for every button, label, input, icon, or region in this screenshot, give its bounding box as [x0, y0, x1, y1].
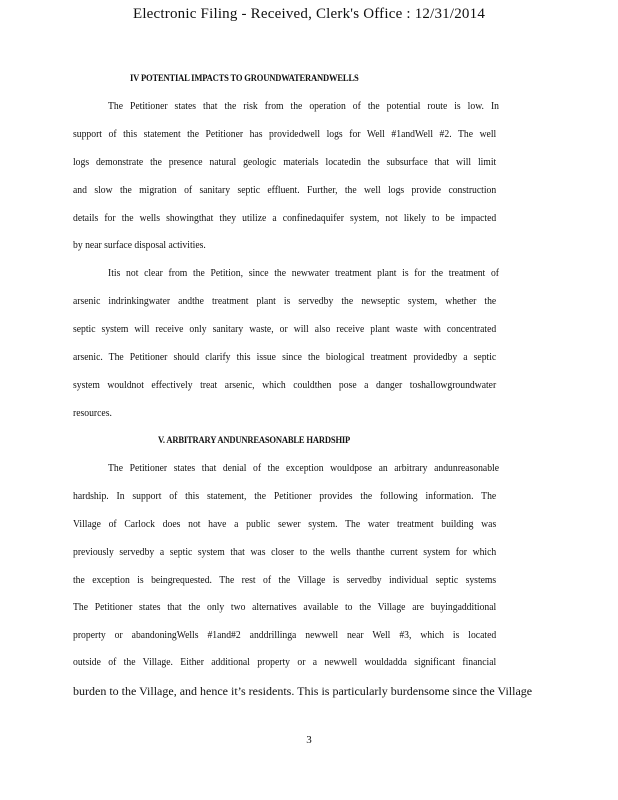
body-text-line: arsenic indrinkingwater andthe treatment plant is servedby the newseptic system, whether the	[73, 296, 497, 307]
body-text-line: details for the wells showingthat they utilize a confinedaquifer system, not likely to be impacted	[73, 213, 497, 224]
body-text-line: burden to the Village, and hence it’s residents. This is particularly burdensome since the Village	[73, 684, 533, 698]
body-text-line: The Petitioner states that the only two alternatives available to the Village are buyingadditional	[73, 602, 497, 613]
body-text-line: septic system will receive only sanitary waste, or will also receive plant waste with concentrated	[73, 324, 497, 335]
body-text-line: system wouldnot effectively treat arsenic, which couldthen pose a danger toshallowgroundwater	[73, 380, 497, 391]
body-text-line: hardship. In support of this statement, the Petitioner provides the following information. The	[73, 491, 497, 502]
body-text-line: The Petitioner states that the risk from the operation of the potential route is low. In	[108, 101, 499, 112]
filing-header: Electronic Filing - Received, Clerk's Office : 12/31/2014	[132, 6, 486, 22]
body-text-line: Village of Carlock does not have a public sewer system. The water treatment building was	[73, 519, 497, 530]
body-text-line: Itis not clear from the Petition, since the newwater treatment plant is for the treatment of	[108, 268, 499, 279]
body-text-line: by near surface disposal activities.	[73, 240, 206, 251]
section-4-heading: IV POTENTIAL IMPACTS TO GROUNDWATERANDWELLS	[130, 74, 359, 84]
body-text-line: support of this statement the Petitioner has providedwell logs for Well #1andWell #2. The well	[73, 129, 497, 140]
body-text-line: logs demonstrate the presence natural geologic materials locatedin the subsurface that will limit	[73, 157, 497, 168]
page-number: 3	[306, 734, 312, 746]
body-text-line: arsenic. The Petitioner should clarify this issue since the biological treatment providedby a septic	[73, 352, 497, 363]
body-text-line: The Petitioner states that denial of the exception wouldpose an arbitrary andunreasonable	[108, 463, 499, 474]
body-text-line: and slow the migration of sanitary septic effluent. Further, the well logs provide construction	[73, 185, 497, 196]
body-text-line: resources.	[73, 408, 112, 419]
body-text-line: the exception is beingrequested. The rest of the Village is servedby individual septic systems	[73, 575, 497, 586]
body-text-line: outside of the Village. Either additional property or a newwell wouldadda significant financial	[73, 657, 497, 668]
section-5-heading: V. ARBITRARY ANDUNREASONABLE HARDSHIP	[158, 436, 351, 446]
body-text-line: previously servedby a septic system that was closer to the wells thanthe current system for which	[73, 547, 497, 558]
body-text-line: property or abandoningWells #1and#2 anddrillinga newwell near Well #3, which is located	[73, 630, 497, 641]
